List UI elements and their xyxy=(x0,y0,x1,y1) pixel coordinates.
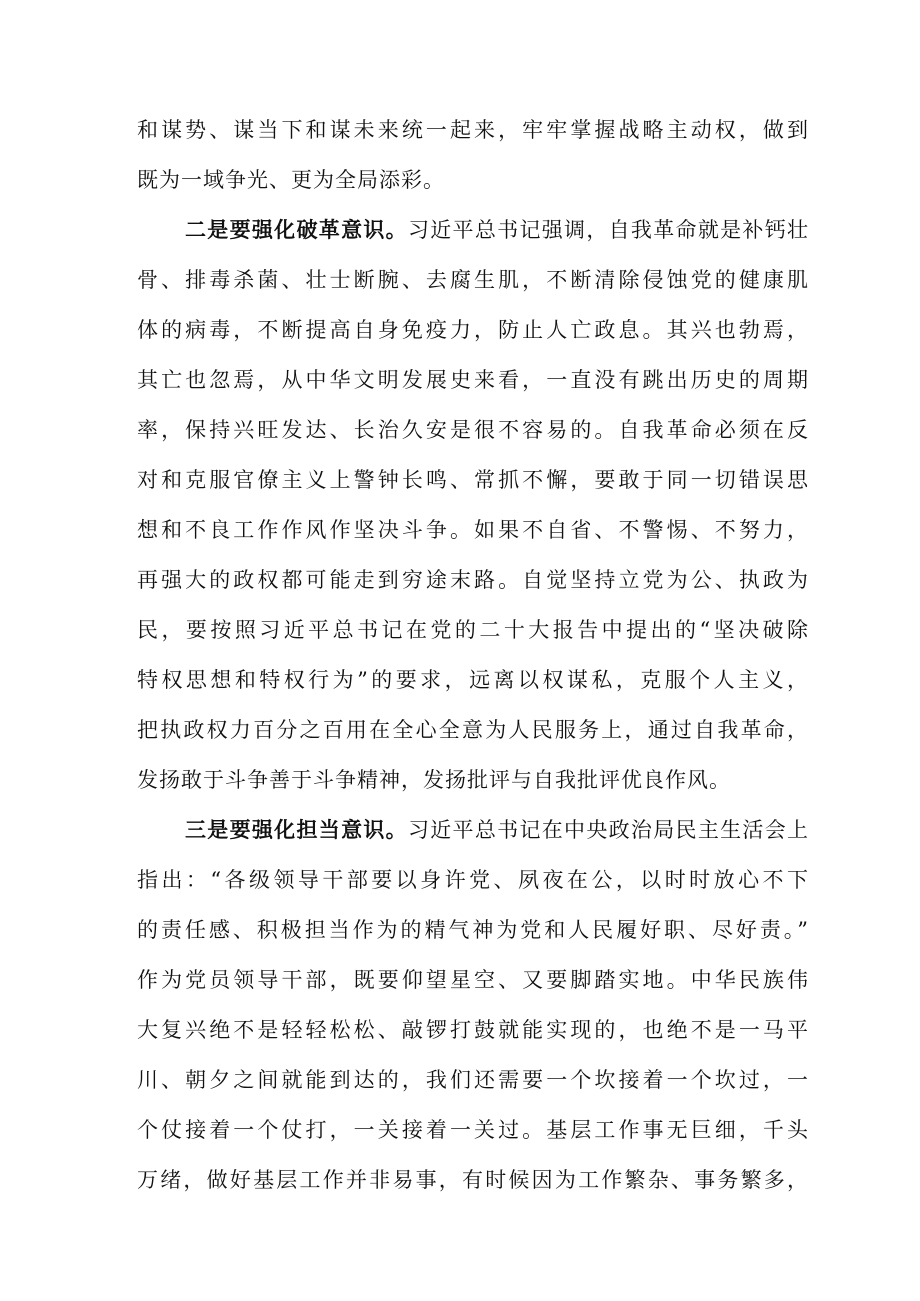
text-line: 大复兴绝不是轻轻松松、敲锣打鼓就能实现的，也绝不是一马平 xyxy=(137,1018,809,1042)
text-line: 想和不良工作作风作坚决斗争。如果不自省、不警惕、不努力， xyxy=(137,518,809,542)
text-line: 把执政权力百分之百用在全心全意为人民服务上，通过自我革命， xyxy=(137,718,809,742)
section-2-first-line xyxy=(185,215,809,245)
text-line: 个仗接着一个仗打，一关接着一关过。基层工作事无巨细，千头 xyxy=(137,1118,809,1142)
text-line: 再强大的政权都可能走到穷途末路。自觉坚持立党为公、执政为 xyxy=(137,568,809,592)
text-line: 率，保持兴旺发达、长治久安是很不容易的。自我革命必须在反 xyxy=(137,418,809,442)
text-line: 指出：“各级领导干部要以身许党、夙夜在公，以时时放心不下 xyxy=(137,868,809,892)
text-line: 和谋势、谋当下和谋未来统一起来，牢牢掌握战略主动权，做到 xyxy=(137,118,809,142)
text-line: 特权思想和特权行为”的要求，远离以权谋私，克服个人主义， xyxy=(137,668,809,692)
text-line: 体的病毒，不断提高自身免疫力，防止人亡政息。其兴也勃焉， xyxy=(137,318,809,342)
text-line: 其亡也忽焉，从中华文明发展史来看，一直没有跳出历史的周期 xyxy=(137,368,809,392)
text-line: 万绪，做好基层工作并非易事，有时候因为工作繁杂、事务繁多， xyxy=(137,1168,809,1192)
section-heading: 三是要强化担当意识。 xyxy=(185,818,408,842)
text-span: 习近平总书记在中央政治局民主生活会上 xyxy=(407,818,810,842)
text-line: 骨、排毒杀菌、壮士断腕、去腐生肌，不断清除侵蚀党的健康肌 xyxy=(137,268,809,292)
text-span: 习近平总书记强调，自我革命就是补钙壮 xyxy=(407,218,810,242)
text-line: 既为一域争光、更为全局添彩。 xyxy=(137,168,445,192)
section-3-first-line xyxy=(185,815,809,845)
text-line: 对和克服官僚主义上警钟长鸣、常抓不懈，要敢于同一切错误思 xyxy=(137,468,809,492)
text-line: 发扬敢于斗争善于斗争精神，发扬批评与自我批评优良作风。 xyxy=(137,768,731,792)
text-line: 作为党员领导干部，既要仰望星空、又要脚踏实地。中华民族伟 xyxy=(137,968,809,992)
section-heading: 二是要强化破革意识。 xyxy=(185,218,408,242)
text-line: 民，要按照习近平总书记在党的二十大报告中提出的“坚决破除 xyxy=(137,618,809,642)
text-line: 川、朝夕之间就能到达的，我们还需要一个坎接着一个坎过，一 xyxy=(137,1068,809,1092)
text-line: 的责任感、积极担当作为的精气神为党和人民履好职、尽好责。” xyxy=(137,918,809,942)
